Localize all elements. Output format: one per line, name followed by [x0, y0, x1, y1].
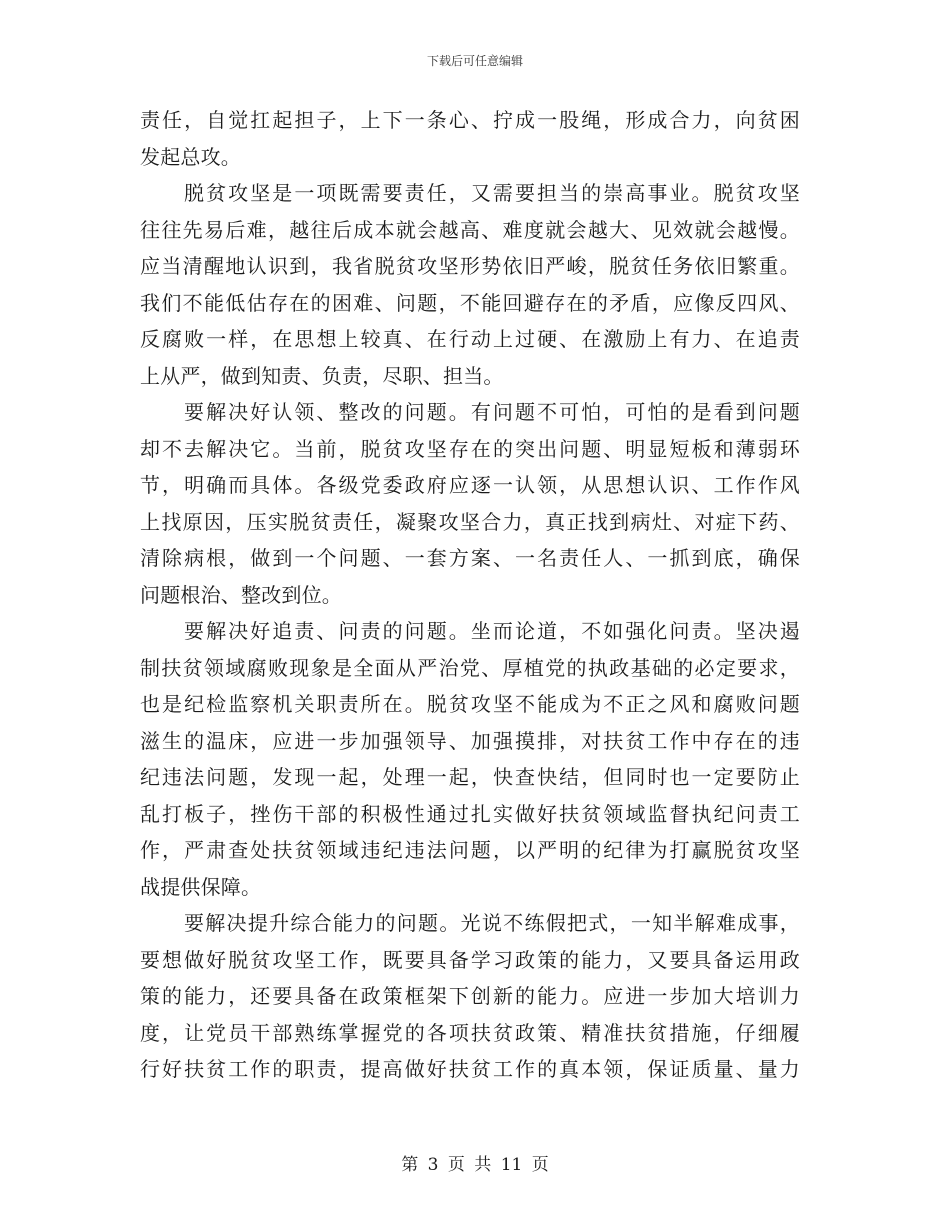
- page-header: 下载后可任意编辑: [426, 54, 523, 68]
- body-line: 责任，自觉扛起担子，上下一条心、拧成一股绳，形成合力，向贫困: [140, 108, 800, 132]
- paragraph-first-line: 要解决好追责、问责的问题。坐而论道，不如强化问责。坚决遏: [184, 619, 800, 643]
- body-line: 作，严肃查处扶贫领域违纪违法问题，以严明的纪律为打赢脱贫攻坚: [140, 838, 800, 862]
- body-line: 反腐败一样，在思想上较真、在行动上过硬、在激励上有力、在追责: [140, 327, 800, 351]
- body-line: 制扶贫领域腐败现象是全面从严治党、厚植党的执政基础的必定要求，: [140, 655, 800, 680]
- body-line: 行好扶贫工作的职责，提高做好扶贫工作的真本领，保证质量、量力: [140, 1057, 800, 1081]
- body-line: 我们不能低估存在的困难、问题，不能回避存在的矛盾，应像反四风、: [140, 290, 800, 315]
- body-line: 节，明确而具体。各级党委政府应逐一认领，从思想认识、工作作风: [140, 473, 800, 497]
- body-line: 要想做好脱贫攻坚工作，既要具备学习政策的能力，又要具备运用政: [140, 947, 800, 972]
- body-line: 清除病根，做到一个问题、一套方案、一名责任人、一抓到底，确保: [140, 546, 800, 570]
- paragraph-first-line: 要解决好认领、整改的问题。有问题不可怕，可怕的是看到问题: [184, 400, 800, 424]
- body-line: 度，让党员干部熟练掌握党的各项扶贫政策、精准扶贫措施，仔细履: [140, 1020, 800, 1045]
- document-body: [140, 102, 800, 1088]
- body-line: 往往先易后难，越往后成本就会越高、难度就会越大、见效就会越慢。: [140, 217, 800, 242]
- body-line: 策的能力，还要具备在政策框架下创新的能力。应进一步加大培训力: [140, 984, 800, 1008]
- page-number-footer: 第 3 页 共 11 页: [401, 1155, 549, 1175]
- body-line: 问题根治、整改到位。: [140, 582, 342, 607]
- body-line: 纪违法问题，发现一起，处理一起，快查快结，但同时也一定要防止: [140, 765, 800, 789]
- body-line: 发起总攻。: [140, 144, 241, 169]
- body-line: 战提供保障。: [140, 874, 262, 899]
- body-line: 上找原因，压实脱贫责任，凝聚攻坚合力，真正找到病灶、对症下药、: [140, 509, 800, 534]
- body-line: 也是纪检监察机关职责所在。脱贫攻坚不能成为不正之风和腐败问题: [140, 692, 800, 716]
- body-line: 滋生的温床，应进一步加强领导、加强摸排，对扶贫工作中存在的违: [140, 728, 800, 753]
- body-line: 却不去解决它。当前，脱贫攻坚存在的突出问题、明显短板和薄弱环: [140, 436, 800, 461]
- body-line: 上从严，做到知责、负责，尽职、担当。: [140, 363, 504, 388]
- body-line: 应当清醒地认识到，我省脱贫攻坚形势依旧严峻，脱贫任务依旧繁重。: [140, 254, 800, 278]
- paragraph-first-line: 脱贫攻坚是一项既需要责任，又需要担当的崇高事业。脱贫攻坚: [184, 181, 800, 205]
- body-line: 乱打板子，挫伤干部的积极性通过扎实做好扶贫领域监督执纪问责工: [140, 801, 800, 826]
- paragraph-first-line: 要解决提升综合能力的问题。光说不练假把式，一知半解难成事，: [184, 911, 800, 935]
